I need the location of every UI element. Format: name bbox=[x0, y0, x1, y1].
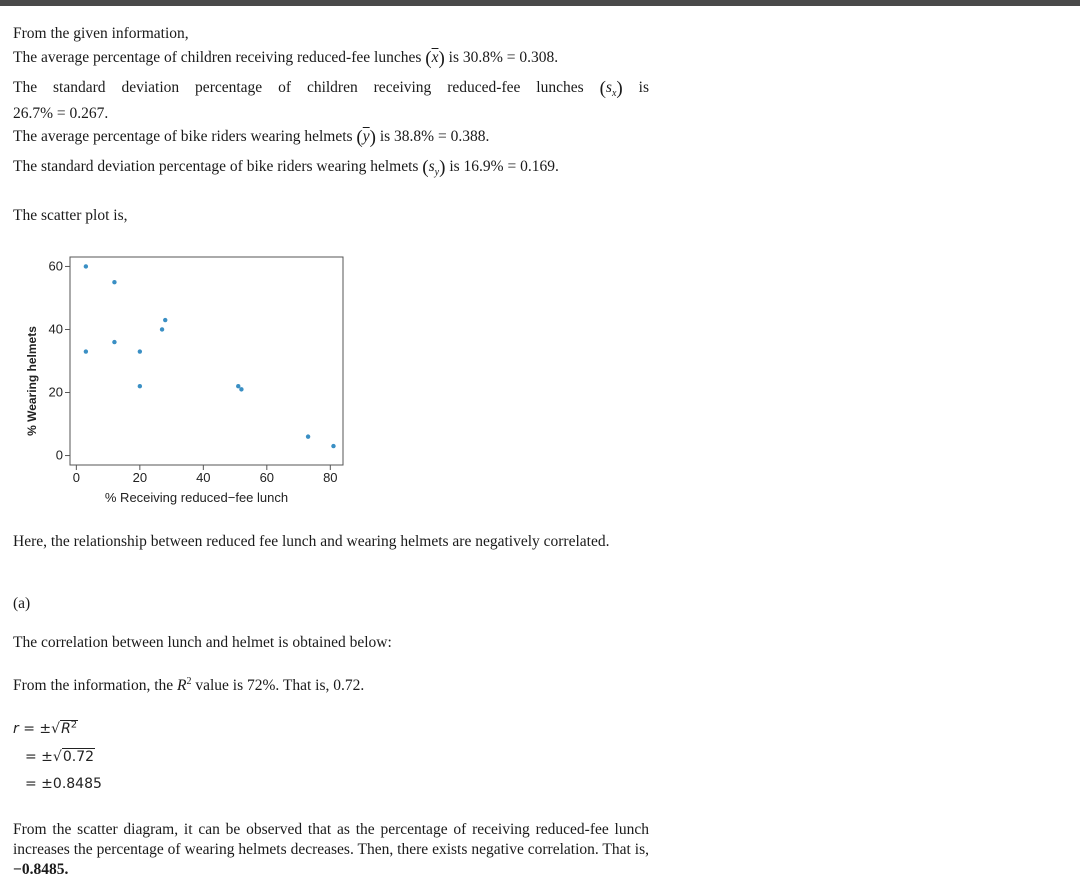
x-tick-label: 80 bbox=[323, 470, 338, 485]
data-point bbox=[163, 318, 167, 322]
fact-sd-y: The standard deviation percentage of bike riders wearing helmets $(s_y)$ is 16.9% = 0.169. bbox=[13, 157, 559, 179]
y-tick-label: 20 bbox=[48, 384, 63, 400]
correlation-intro: The correlation between lunch and helmet is obtained below: bbox=[13, 634, 392, 651]
fact-mean-x: The average percentage of children receiving reduced-fee lunches $(\overline{x})$ is 30.8% = 0.308. bbox=[13, 48, 559, 69]
scatter-plot bbox=[20, 250, 350, 510]
equation-line-1: $r = \pm√R^2$ bbox=[13, 719, 78, 737]
data-point bbox=[239, 387, 243, 391]
x-axis-label: % Receiving reduced−fee lunch bbox=[104, 490, 289, 505]
data-point bbox=[112, 280, 116, 284]
data-point bbox=[306, 434, 310, 438]
part-label: (a) bbox=[13, 595, 31, 612]
x-tick-label: 60 bbox=[259, 470, 275, 485]
x-tick-label: 40 bbox=[196, 470, 211, 485]
data-point bbox=[112, 340, 116, 344]
plot-frame bbox=[70, 257, 343, 465]
data-point bbox=[138, 349, 142, 353]
correlation-equations bbox=[13, 717, 213, 797]
fact-sd-x-value: 26.7% = 0.267. bbox=[13, 105, 109, 122]
scatter-intro: The scatter plot is, bbox=[13, 207, 128, 224]
intro-text: From the given information, bbox=[13, 25, 189, 42]
top-bar bbox=[0, 0, 1080, 6]
equation-line-3: = ±0.8485 bbox=[25, 776, 102, 792]
fact-mean-y: The average percentage of bike riders wearing helmets $(\overline{y})$ is 38.8% = 0.388. bbox=[13, 127, 490, 148]
data-point bbox=[84, 349, 88, 353]
data-point bbox=[160, 327, 164, 331]
r-squared-text: From the information, the $R^2$ value is 72%. That is, 0.72. bbox=[13, 675, 365, 694]
correlation-result: −0.8485. bbox=[13, 861, 69, 878]
equation-line-2: = ±√0.72 bbox=[25, 749, 95, 765]
data-point bbox=[331, 444, 335, 448]
y-tick-label: 60 bbox=[48, 258, 63, 274]
fact-sd-x: The standard deviation percentage of children receiving reduced-fee lunches $(s_x)$ is bbox=[13, 78, 649, 100]
x-tick-label: 0 bbox=[72, 470, 80, 485]
y-axis-label: % Wearing helmets bbox=[25, 326, 39, 436]
y-tick-label: 0 bbox=[55, 447, 63, 463]
x-tick-label: 20 bbox=[132, 470, 148, 485]
data-point bbox=[84, 264, 88, 268]
y-tick-label: 40 bbox=[48, 321, 63, 337]
relationship-text: Here, the relationship between reduced fee lunch and wearing helmets are negatively correlated. bbox=[13, 533, 610, 550]
conclusion-text: From the scatter diagram, it can be observed that as the percentage of receiving reduced-fee lunch increases the percentage of wearing helmets decreases. Then, there exists negative correlation. That is, −0.8485. bbox=[13, 821, 649, 878]
data-point bbox=[138, 384, 142, 388]
data-point bbox=[236, 384, 240, 388]
